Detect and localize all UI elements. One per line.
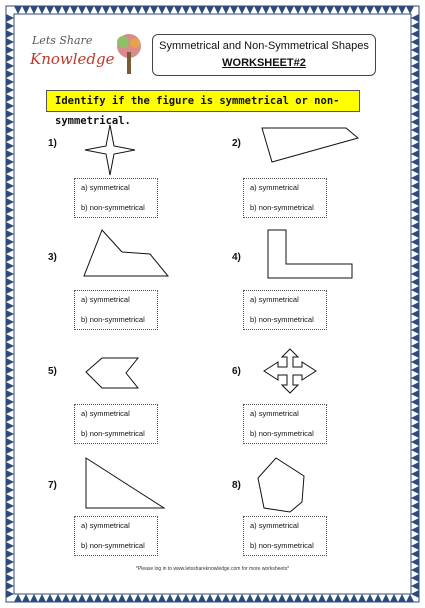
- border-triangle: [150, 594, 158, 602]
- border-triangle: [6, 102, 14, 110]
- border-triangle: [94, 6, 102, 14]
- border-triangle: [358, 594, 366, 602]
- question-number: 6): [232, 366, 241, 377]
- border-triangle: [30, 6, 38, 14]
- border-triangle: [166, 594, 174, 602]
- option-non-symmetrical[interactable]: b) non-symmetrical: [250, 429, 314, 438]
- border-triangle: [230, 6, 238, 14]
- border-triangle: [411, 262, 419, 270]
- border-triangle: [411, 310, 419, 318]
- border-triangle: [411, 414, 419, 422]
- four-arrow-cross-icon: [264, 349, 316, 393]
- question-number: 8): [232, 480, 241, 491]
- border-triangle: [6, 590, 14, 598]
- border-triangle: [246, 594, 254, 602]
- border-triangle: [411, 446, 419, 454]
- border-triangle: [270, 6, 278, 14]
- border-triangle: [294, 594, 302, 602]
- border-triangle: [6, 206, 14, 214]
- border-triangle: [142, 594, 150, 602]
- border-triangle: [46, 594, 54, 602]
- border-triangle: [86, 594, 94, 602]
- border-triangle: [6, 30, 14, 38]
- option-non-symmetrical[interactable]: b) non-symmetrical: [81, 315, 145, 324]
- border-triangle: [134, 6, 142, 14]
- border-triangle: [6, 342, 14, 350]
- border-triangle: [70, 6, 78, 14]
- border-triangle: [142, 6, 150, 14]
- option-symmetrical[interactable]: a) symmetrical: [250, 295, 299, 304]
- border-triangle: [366, 594, 374, 602]
- border-triangle: [230, 594, 238, 602]
- border-triangle: [6, 502, 14, 510]
- border-triangle: [6, 446, 14, 454]
- border-triangle: [6, 182, 14, 190]
- border-triangle: [411, 182, 419, 190]
- border-triangle: [411, 70, 419, 78]
- border-triangle: [6, 254, 14, 262]
- border-triangle: [326, 6, 334, 14]
- border-triangle: [6, 222, 14, 230]
- border-triangle: [406, 594, 414, 602]
- border-triangle: [278, 6, 286, 14]
- border-triangle: [411, 502, 419, 510]
- question-number: 5): [48, 366, 57, 377]
- border-triangle: [118, 594, 126, 602]
- border-triangle: [411, 358, 419, 366]
- border-triangle: [390, 6, 398, 14]
- border-triangle: [6, 166, 14, 174]
- option-non-symmetrical[interactable]: b) non-symmetrical: [81, 203, 145, 212]
- border-triangle: [411, 110, 419, 118]
- border-triangle: [78, 6, 86, 14]
- border-triangle: [86, 6, 94, 14]
- border-triangle: [6, 438, 14, 446]
- option-non-symmetrical[interactable]: b) non-symmetrical: [250, 541, 314, 550]
- border-triangle: [6, 574, 14, 582]
- border-triangle: [6, 406, 14, 414]
- border-triangle: [6, 134, 14, 142]
- logo-text-top: Lets Share: [32, 34, 93, 47]
- border-triangle: [222, 6, 230, 14]
- border-triangle: [6, 22, 14, 30]
- border-triangle: [6, 286, 14, 294]
- option-symmetrical[interactable]: a) symmetrical: [81, 295, 130, 304]
- border-triangle: [411, 510, 419, 518]
- border-triangle: [190, 6, 198, 14]
- border-triangle: [398, 594, 406, 602]
- border-triangle: [6, 526, 14, 534]
- border-triangle: [262, 6, 270, 14]
- border-triangle: [310, 6, 318, 14]
- border-triangle: [411, 302, 419, 310]
- border-triangle: [411, 222, 419, 230]
- border-triangle: [166, 6, 174, 14]
- border-triangle: [302, 594, 310, 602]
- border-triangle: [6, 174, 14, 182]
- four-point-star-icon: [84, 124, 136, 176]
- border-triangle: [6, 246, 14, 254]
- border-triangle: [110, 594, 118, 602]
- border-triangle: [411, 126, 419, 134]
- border-triangle: [294, 6, 302, 14]
- border-triangle: [411, 62, 419, 70]
- worksheet-number: WORKSHEET#2: [222, 57, 306, 69]
- border-triangle: [411, 54, 419, 62]
- border-triangle: [6, 270, 14, 278]
- border-triangle: [411, 462, 419, 470]
- answer-options: [74, 290, 158, 330]
- border-triangle: [182, 6, 190, 14]
- border-triangle: [206, 594, 214, 602]
- border-triangle: [246, 6, 254, 14]
- border-triangle: [46, 6, 54, 14]
- border-triangle: [54, 6, 62, 14]
- border-triangle: [6, 558, 14, 566]
- border-triangle: [6, 142, 14, 150]
- border-triangle: [411, 542, 419, 550]
- border-triangle: [411, 374, 419, 382]
- border-triangle: [198, 594, 206, 602]
- border-triangle: [6, 542, 14, 550]
- border-triangle: [350, 6, 358, 14]
- border-triangle: [411, 534, 419, 542]
- border-triangle: [110, 6, 118, 14]
- border-triangle: [6, 94, 14, 102]
- border-triangle: [6, 430, 14, 438]
- border-triangle: [6, 470, 14, 478]
- irregular-quadrilateral-icon: [262, 128, 358, 162]
- logo: [24, 30, 144, 80]
- option-symmetrical[interactable]: a) symmetrical: [81, 183, 130, 192]
- border-triangle: [411, 590, 419, 598]
- answer-options: [243, 404, 327, 444]
- border-triangle: [374, 6, 382, 14]
- border-triangle: [94, 594, 102, 602]
- border-triangle: [411, 30, 419, 38]
- border-triangle: [102, 6, 110, 14]
- border-triangle: [6, 358, 14, 366]
- border-triangle: [411, 454, 419, 462]
- border-triangle: [411, 238, 419, 246]
- logo-text-bottom: Knowledge: [30, 50, 115, 68]
- border-triangle: [411, 406, 419, 414]
- answer-options: [243, 178, 327, 218]
- option-symmetrical[interactable]: a) symmetrical: [81, 521, 130, 530]
- border-triangle: [411, 438, 419, 446]
- border-triangle: [38, 6, 46, 14]
- border-triangle: [118, 6, 126, 14]
- border-triangle: [411, 342, 419, 350]
- border-triangle: [14, 6, 22, 14]
- border-triangle: [22, 594, 30, 602]
- answer-options: [74, 516, 158, 556]
- option-non-symmetrical[interactable]: b) non-symmetrical: [81, 541, 145, 550]
- border-triangle: [174, 594, 182, 602]
- border-triangle: [411, 190, 419, 198]
- border-triangle: [6, 230, 14, 238]
- border-triangle: [411, 174, 419, 182]
- border-triangle: [318, 6, 326, 14]
- border-triangle: [6, 350, 14, 358]
- border-triangle: [286, 594, 294, 602]
- border-triangle: [6, 70, 14, 78]
- border-triangle: [6, 318, 14, 326]
- border-triangle: [411, 318, 419, 326]
- border-triangle: [182, 594, 190, 602]
- instruction-banner: Identify if the figure is symmetrical or non-symmetrical.: [46, 90, 360, 112]
- border-triangle: [78, 594, 86, 602]
- border-triangle: [214, 6, 222, 14]
- border-triangle: [6, 38, 14, 46]
- border-triangle: [411, 278, 419, 286]
- border-triangle: [6, 382, 14, 390]
- answer-options: [74, 404, 158, 444]
- border-triangle: [6, 582, 14, 590]
- border-triangle: [411, 326, 419, 334]
- irregular-hexagon-icon: [258, 458, 304, 512]
- scalene-triangle-icon: [86, 458, 164, 508]
- border-triangle: [6, 422, 14, 430]
- border-triangle: [411, 14, 419, 22]
- border-triangle: [411, 150, 419, 158]
- border-triangle: [6, 302, 14, 310]
- border-triangle: [6, 278, 14, 286]
- option-symmetrical[interactable]: a) symmetrical: [250, 183, 299, 192]
- border-triangle: [411, 86, 419, 94]
- border-triangle: [411, 582, 419, 590]
- border-triangle: [238, 6, 246, 14]
- border-triangle: [411, 574, 419, 582]
- border-triangle: [342, 594, 350, 602]
- border-triangle: [6, 326, 14, 334]
- border-triangle: [326, 594, 334, 602]
- border-triangle: [382, 594, 390, 602]
- border-triangle: [158, 6, 166, 14]
- question-number: 3): [48, 252, 57, 263]
- border-triangle: [411, 206, 419, 214]
- border-triangle: [6, 158, 14, 166]
- option-symmetrical[interactable]: a) symmetrical: [250, 409, 299, 418]
- border-triangle: [342, 6, 350, 14]
- border-triangle: [411, 214, 419, 222]
- border-triangle: [6, 198, 14, 206]
- border-triangle: [411, 382, 419, 390]
- border-triangle: [6, 390, 14, 398]
- border-triangle: [302, 6, 310, 14]
- question-number: 7): [48, 480, 57, 491]
- border-triangle: [70, 594, 78, 602]
- border-triangle: [411, 494, 419, 502]
- border-triangle: [411, 246, 419, 254]
- border-triangle: [411, 526, 419, 534]
- border-triangle: [6, 262, 14, 270]
- answer-options: [243, 516, 327, 556]
- border-triangle: [6, 366, 14, 374]
- border-triangle: [6, 46, 14, 54]
- border-triangle: [286, 6, 294, 14]
- border-triangle: [411, 102, 419, 110]
- option-symmetrical[interactable]: a) symmetrical: [81, 409, 130, 418]
- border-triangle: [411, 550, 419, 558]
- border-triangle: [411, 350, 419, 358]
- border-triangle: [238, 594, 246, 602]
- border-triangle: [6, 14, 14, 22]
- option-non-symmetrical[interactable]: b) non-symmetrical: [250, 203, 314, 212]
- border-triangle: [411, 478, 419, 486]
- border-triangle: [206, 6, 214, 14]
- answer-options: [243, 290, 327, 330]
- border-triangle: [411, 294, 419, 302]
- option-non-symmetrical[interactable]: b) non-symmetrical: [250, 315, 314, 324]
- border-triangle: [411, 558, 419, 566]
- border-triangle: [14, 594, 22, 602]
- border-triangle: [6, 310, 14, 318]
- border-triangle: [6, 238, 14, 246]
- option-non-symmetrical[interactable]: b) non-symmetrical: [81, 429, 145, 438]
- border-triangle: [411, 46, 419, 54]
- border-triangle: [411, 430, 419, 438]
- border-triangle: [6, 462, 14, 470]
- option-symmetrical[interactable]: a) symmetrical: [250, 521, 299, 530]
- border-triangle: [411, 230, 419, 238]
- tree-icon: [112, 32, 146, 76]
- page-title: Symmetrical and Non-Symmetrical Shapes: [159, 40, 369, 52]
- border-triangle: [6, 126, 14, 134]
- border-triangle: [411, 334, 419, 342]
- border-triangle: [350, 594, 358, 602]
- border-triangle: [6, 150, 14, 158]
- border-triangle: [411, 22, 419, 30]
- border-triangle: [398, 6, 406, 14]
- border-triangle: [134, 594, 142, 602]
- title-box: [152, 34, 376, 76]
- border-triangle: [411, 422, 419, 430]
- border-triangle: [6, 454, 14, 462]
- border-triangle: [6, 486, 14, 494]
- border-triangle: [411, 486, 419, 494]
- border-triangle: [6, 214, 14, 222]
- border-triangle: [22, 6, 30, 14]
- border-triangle: [411, 118, 419, 126]
- border-triangle: [411, 38, 419, 46]
- border-triangle: [411, 254, 419, 262]
- arrow-chevron-icon: [86, 358, 138, 388]
- l-shape-icon: [268, 230, 352, 278]
- irregular-pentagon-icon: [84, 230, 168, 276]
- border-triangle: [390, 594, 398, 602]
- footer-note: *Please log in to www.letsshareknowledge.com for more worksheets*: [135, 566, 290, 572]
- border-triangle: [406, 6, 414, 14]
- border-triangle: [411, 286, 419, 294]
- border-triangle: [6, 494, 14, 502]
- border-triangle: [6, 374, 14, 382]
- border-triangle: [411, 78, 419, 86]
- border-triangle: [190, 594, 198, 602]
- border-triangle: [6, 334, 14, 342]
- border-triangle: [126, 6, 134, 14]
- border-triangle: [158, 594, 166, 602]
- border-triangle: [6, 518, 14, 526]
- border-triangle: [411, 398, 419, 406]
- border-triangle: [174, 6, 182, 14]
- border-triangle: [6, 414, 14, 422]
- border-triangle: [411, 198, 419, 206]
- border-triangle: [6, 398, 14, 406]
- border-triangle: [102, 594, 110, 602]
- border-triangle: [310, 594, 318, 602]
- border-triangle: [6, 62, 14, 70]
- border-triangle: [6, 78, 14, 86]
- border-triangle: [411, 142, 419, 150]
- border-triangle: [6, 190, 14, 198]
- border-triangle: [334, 6, 342, 14]
- question-number: 4): [232, 252, 241, 263]
- border-triangle: [411, 270, 419, 278]
- border-triangle: [366, 6, 374, 14]
- border-triangle: [374, 594, 382, 602]
- border-triangle: [278, 594, 286, 602]
- border-triangle: [254, 594, 262, 602]
- border-triangle: [6, 86, 14, 94]
- border-triangle: [411, 518, 419, 526]
- border-triangle: [126, 594, 134, 602]
- border-triangle: [198, 6, 206, 14]
- border-triangle: [318, 594, 326, 602]
- border-triangle: [262, 594, 270, 602]
- border-triangle: [6, 550, 14, 558]
- border-triangle: [411, 470, 419, 478]
- border-triangle: [6, 118, 14, 126]
- border-triangle: [6, 110, 14, 118]
- border-triangle: [411, 158, 419, 166]
- border-triangle: [214, 594, 222, 602]
- border-triangle: [411, 390, 419, 398]
- border-triangle: [411, 94, 419, 102]
- border-triangle: [6, 510, 14, 518]
- border-triangle: [62, 594, 70, 602]
- border-triangle: [38, 594, 46, 602]
- border-triangle: [150, 6, 158, 14]
- border-triangle: [254, 6, 262, 14]
- answer-options: [74, 178, 158, 218]
- border-triangle: [54, 594, 62, 602]
- border-triangle: [222, 594, 230, 602]
- border-triangle: [411, 134, 419, 142]
- border-triangle: [6, 478, 14, 486]
- question-number: 1): [48, 138, 57, 149]
- question-number: 2): [232, 138, 241, 149]
- border-triangle: [6, 54, 14, 62]
- border-triangle: [6, 534, 14, 542]
- border-triangle: [62, 6, 70, 14]
- border-triangle: [382, 6, 390, 14]
- border-triangle: [411, 366, 419, 374]
- border-triangle: [334, 594, 342, 602]
- border-triangle: [358, 6, 366, 14]
- border-triangle: [30, 594, 38, 602]
- border-triangle: [6, 294, 14, 302]
- border-triangle: [270, 594, 278, 602]
- border-triangle: [411, 166, 419, 174]
